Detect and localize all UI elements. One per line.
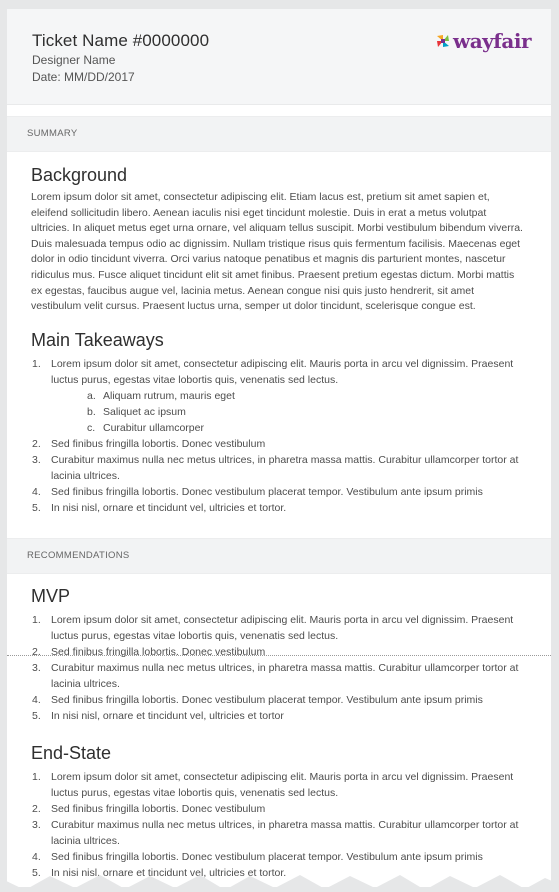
list-item-text: Sed finibus fringilla lobortis. Donec vestibulum placerat tempor. Vestibulum ante ipsum primis [51,485,483,498]
ticket-title: Ticket Name #0000000 [32,31,210,50]
takeaways-heading: Main Takeaways [31,329,164,350]
list-number: 2. [32,645,41,658]
sublist-item [51,420,527,436]
list-number: 3. [32,453,41,466]
list-number: 3. [32,818,41,831]
takeaways-list [31,356,527,516]
list-item [31,436,527,452]
list-item [31,769,527,801]
sublist-item [51,388,527,404]
list-item [31,849,527,865]
list-item [31,708,527,724]
list-item [31,484,527,500]
sublist-letter: c. [87,421,96,434]
sublist-item-text: Saliquet ac ipsum [103,405,186,418]
list-item [31,452,527,484]
document-date: Date: MM/DD/2017 [32,70,135,84]
list-item-text: In nisi nisl, ornare et tincidunt vel, ultricies et tortor [51,709,284,722]
list-number: 5. [32,709,41,722]
list-item-text: Lorem ipsum dolor sit amet, consectetur adipiscing elit. Mauris porta in arcu vel dignissim. Praesent luctus purus, egestas vitae lobortis quis, venenatis sed lectus. [51,770,514,799]
torn-edge [0,870,559,892]
list-item [31,356,527,436]
list-item [31,817,527,849]
list-number: 2. [32,437,41,450]
list-number: 5. [32,501,41,514]
summary-label: SUMMARY [27,128,78,139]
list-item-text: Curabitur maximus nulla nec metus ultrices, in pharetra massa mattis. Curabitur ullamcorper tortor at lacinia ultrices. [51,453,519,482]
list-item-text: Curabitur maximus nulla nec metus ultrices, in pharetra massa mattis. Curabitur ullamcorper tortor at lacinia ultrices. [51,818,519,847]
list-item-text: Lorem ipsum dolor sit amet, consectetur adipiscing elit. Mauris porta in arcu vel dignissim. Praesent luctus purus, egestas vitae lobortis quis, venenatis sed lectus. [51,613,514,642]
list-item-text: Sed finibus fringilla lobortis. Donec vestibulum [51,645,266,658]
list-item-text: Sed finibus fringilla lobortis. Donec vestibulum placerat tempor. Vestibulum ante ipsum primis [51,850,483,863]
list-number: 1. [32,770,41,783]
mvp-heading: MVP [31,585,71,606]
takeaways-sublist [51,388,527,436]
list-number: 4. [32,693,41,706]
background-heading: Background [31,165,128,185]
mvp-list [31,612,527,724]
wayfair-logo [436,29,531,53]
list-item-text: In nisi nisl, ornare et tincidunt vel, ultricies et tortor. [51,501,287,514]
sublist-item-text: Aliquam rutrum, mauris eget [103,389,235,402]
list-number: 4. [32,485,41,498]
wayfair-logo-text: wayfair [453,29,531,53]
designer-name: Designer Name [32,53,116,67]
list-item [31,801,527,817]
list-item [31,660,527,692]
list-item-text: Lorem ipsum dolor sit amet, consectetur adipiscing elit. Mauris porta in arcu vel dignissim. Praesent luctus purus, egestas vitae lobortis quis, venenatis sed lectus. [51,357,514,386]
list-number: 5. [32,866,41,879]
sublist-letter: b. [87,405,96,418]
recommendations-content [7,574,551,881]
list-number: 1. [32,357,41,370]
list-item [31,692,527,708]
page-fold-line [7,655,551,656]
recommendations-section-bar [7,538,551,574]
list-item [31,644,527,660]
summary-section-bar [7,116,551,152]
list-number: 3. [32,661,41,674]
list-item [31,612,527,644]
list-number: 2. [32,802,41,815]
list-item-text: In nisi nisl, ornare et tincidunt vel, ultricies et tortor. [51,866,287,879]
list-item-text: Sed finibus fringilla lobortis. Donec vestibulum [51,802,266,815]
sublist-item [51,404,527,420]
background-paragraph: Lorem ipsum dolor sit amet, consectetur adipiscing elit. Etiam lacus est, pretium sit amet sapien et, eleifend sollicitudin libero. Aenean iaculis nisi eget tincidunt molestie. Duis in erat a metus volutpat ultricies. In aliquet metus eget urna ornare, vel aliquam tellus suscipit. Morbi vestibulum bibendum viverra. Duis malesuada tempus odio ac dignissim. Nullam tristique risus quis fermentum facilisis. Maecenas eget dolor in odio tincidunt viverra. Orci varius natoque penatibus et magnis dis parturient montes, nascetur ridiculus mus. Fusce aliquet tincidunt elit sit amet finibus. Praesent pretium egestas dictum. Morbi mattis ex egestas, faucibus augue vel, lacinia metus. Aenean congue nisi quis justo hendrerit, sit amet vestibulum velit cursus. Praesent luctus urna, semper ut dolor tincidunt, scelerisque congue est. [31,191,523,313]
endstate-list [31,769,527,881]
list-item-text: Curabitur maximus nulla nec metus ultrices, in pharetra massa mattis. Curabitur ullamcorper tortor at lacinia ultrices. [51,661,519,690]
document-header [7,9,551,105]
recommendations-label: RECOMMENDATIONS [27,549,130,561]
list-number: 1. [32,613,41,626]
endstate-heading: End-State [31,742,112,763]
sublist-letter: a. [87,389,96,402]
list-item-text: Sed finibus fringilla lobortis. Donec vestibulum [51,437,266,450]
summary-content [7,152,551,516]
document-page [7,9,551,887]
wayfair-pinwheel-icon [436,34,450,48]
list-item [31,500,527,516]
list-item-text: Sed finibus fringilla lobortis. Donec vestibulum placerat tempor. Vestibulum ante ipsum primis [51,693,483,706]
list-number: 4. [32,850,41,863]
sublist-item-text: Curabitur ullamcorper [103,421,204,434]
